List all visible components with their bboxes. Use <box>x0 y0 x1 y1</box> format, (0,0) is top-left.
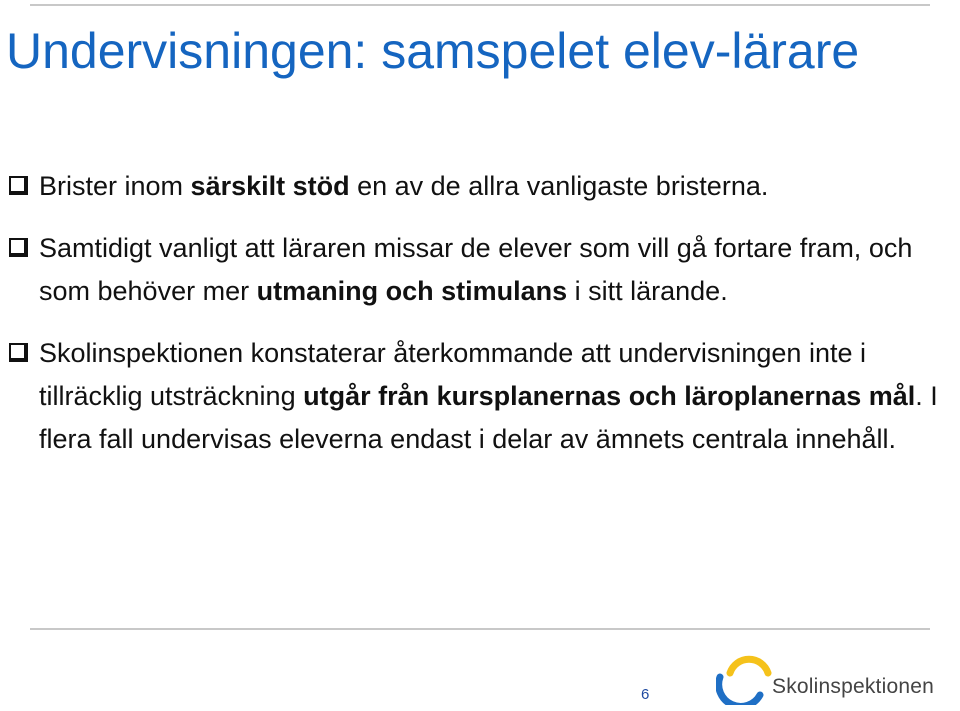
bottom-divider <box>30 628 930 630</box>
bullet-emphasis: särskilt stöd <box>190 171 350 201</box>
bullet-text-segment: Samtidigt vanligt att läraren missar de elever som vill gå fortare fram, och som behöver mer <box>39 233 913 306</box>
bullet-item <box>8 165 953 208</box>
top-divider <box>30 4 930 6</box>
bullet-text <box>39 338 938 454</box>
bullet-item <box>8 227 953 313</box>
skolinspektionen-logo <box>716 655 936 705</box>
bullet-text-segment: i sitt lärande. <box>567 276 728 306</box>
logo-mark-icon <box>716 655 772 705</box>
logo-text: Skolinspektionen <box>772 675 934 698</box>
checkbox-bullet-icon <box>9 176 28 195</box>
bullet-text <box>39 233 912 306</box>
bullet-list <box>8 165 953 461</box>
bullet-text-segment: . I flera fall undervisas eleverna endast i delar av ämnets centrala innehåll. <box>39 381 938 454</box>
slide-title: Undervisningen: samspelet elev-lärare <box>6 23 860 79</box>
bullet-emphasis: utmaning och stimulans <box>256 276 568 306</box>
page-number: 6 <box>641 686 650 703</box>
bullet-item <box>8 332 953 461</box>
bullet-emphasis: utgår från kursplanernas och läroplanernas mål <box>303 381 916 411</box>
bullet-text-segment: Brister inom <box>39 171 191 201</box>
bullet-text <box>39 171 768 201</box>
checkbox-bullet-icon <box>9 343 28 362</box>
checkbox-bullet-icon <box>9 238 28 257</box>
bullet-text-segment: Skolinspektionen konstaterar återkommande att undervisningen inte i tillräcklig utsträckning <box>39 338 866 411</box>
bullet-text-segment: en av de allra vanligaste bristerna. <box>349 171 769 201</box>
